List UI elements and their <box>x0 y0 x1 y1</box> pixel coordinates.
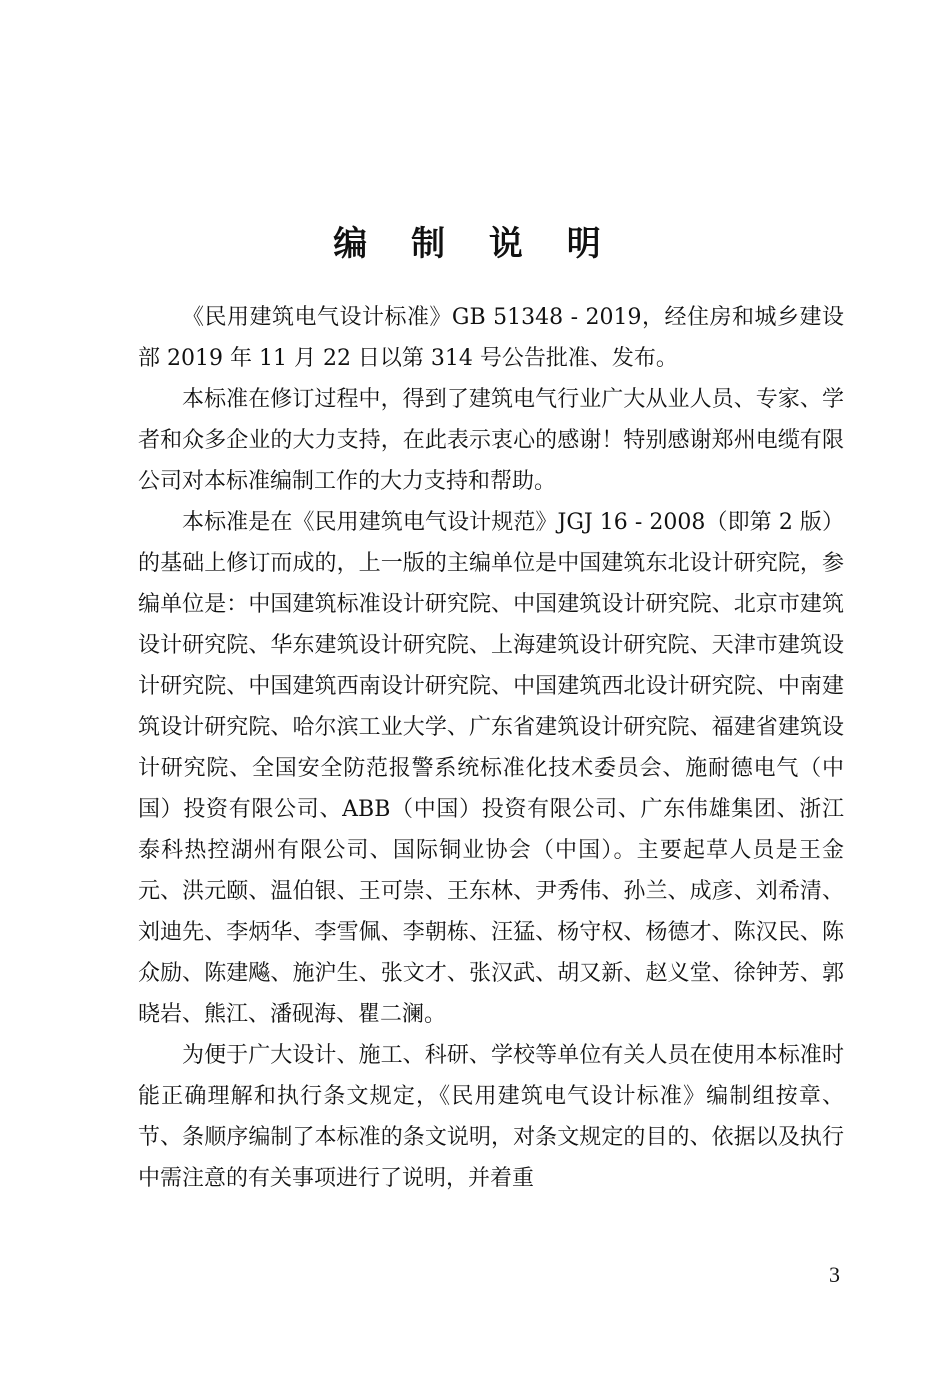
page-number: 3 <box>829 1262 840 1287</box>
body-text <box>138 297 844 1199</box>
paragraph-acknowledgement: 本标准在修订过程中，得到了建筑电气行业广大从业人员、专家、学者和众多企业的大力支持，在此表示衷心的感谢！特别感谢郑州电缆有限公司对本标准编制工作的大力支持和帮助。 <box>138 387 844 494</box>
page-title: 编 制 说 明 <box>333 223 617 264</box>
paragraph-explanatory-notes: 为便于广大设计、施工、科研、学校等单位有关人员在使用本标准时能正确理解和执行条文规定，《民用建筑电气设计标准》编制组按章、节、条顺序编制了本标准的条文说明，对条文规定的目的、依据以及执行中需注意的有关事项进行了说明，并着重 <box>138 1043 844 1191</box>
paragraph-revision-history: 本标准是在《民用建筑电气设计规范》JGJ 16 - 2008（即第 2 版）的基础上修订而成的，上一版的主编单位是中国建筑东北设计研究院，参编单位是：中国建筑标准设计研究院、中国建筑设计研究院、北京市建筑设计研究院、华东建筑设计研究院、上海建筑设计研究院、天津市建筑设计研究院、中国建筑西南设计研究院、中国建筑西北设计研究院、中南建筑设计研究院、哈尔滨工业大学、广东省建筑设计研究院、福建省建筑设计研究院、全国安全防范报警系统标准化技术委员会、施耐德电气（中国）投资有限公司、ABB（中国）投资有限公司、广东伟雄集团、浙江泰科热控湖州有限公司、国际铜业协会（中国）。主要起草人员是王金元、洪元颐、温伯银、王可崇、王东林、尹秀伟、孙兰、成彦、刘希清、刘迪先、李炳华、李雪佩、李朝栋、汪猛、杨守权、杨德才、陈汉民、陈众励、陈建飚、施沪生、张文才、张汉武、胡又新、赵义堂、徐钟芳、郭晓岩、熊江、潘砚海、瞿二澜。 <box>138 510 844 1027</box>
paragraph-approval: 《民用建筑电气设计标准》GB 51348 - 2019，经住房和城乡建设部 2019 年 11 月 22 日以第 314 号公告批准、发布。 <box>138 305 844 371</box>
